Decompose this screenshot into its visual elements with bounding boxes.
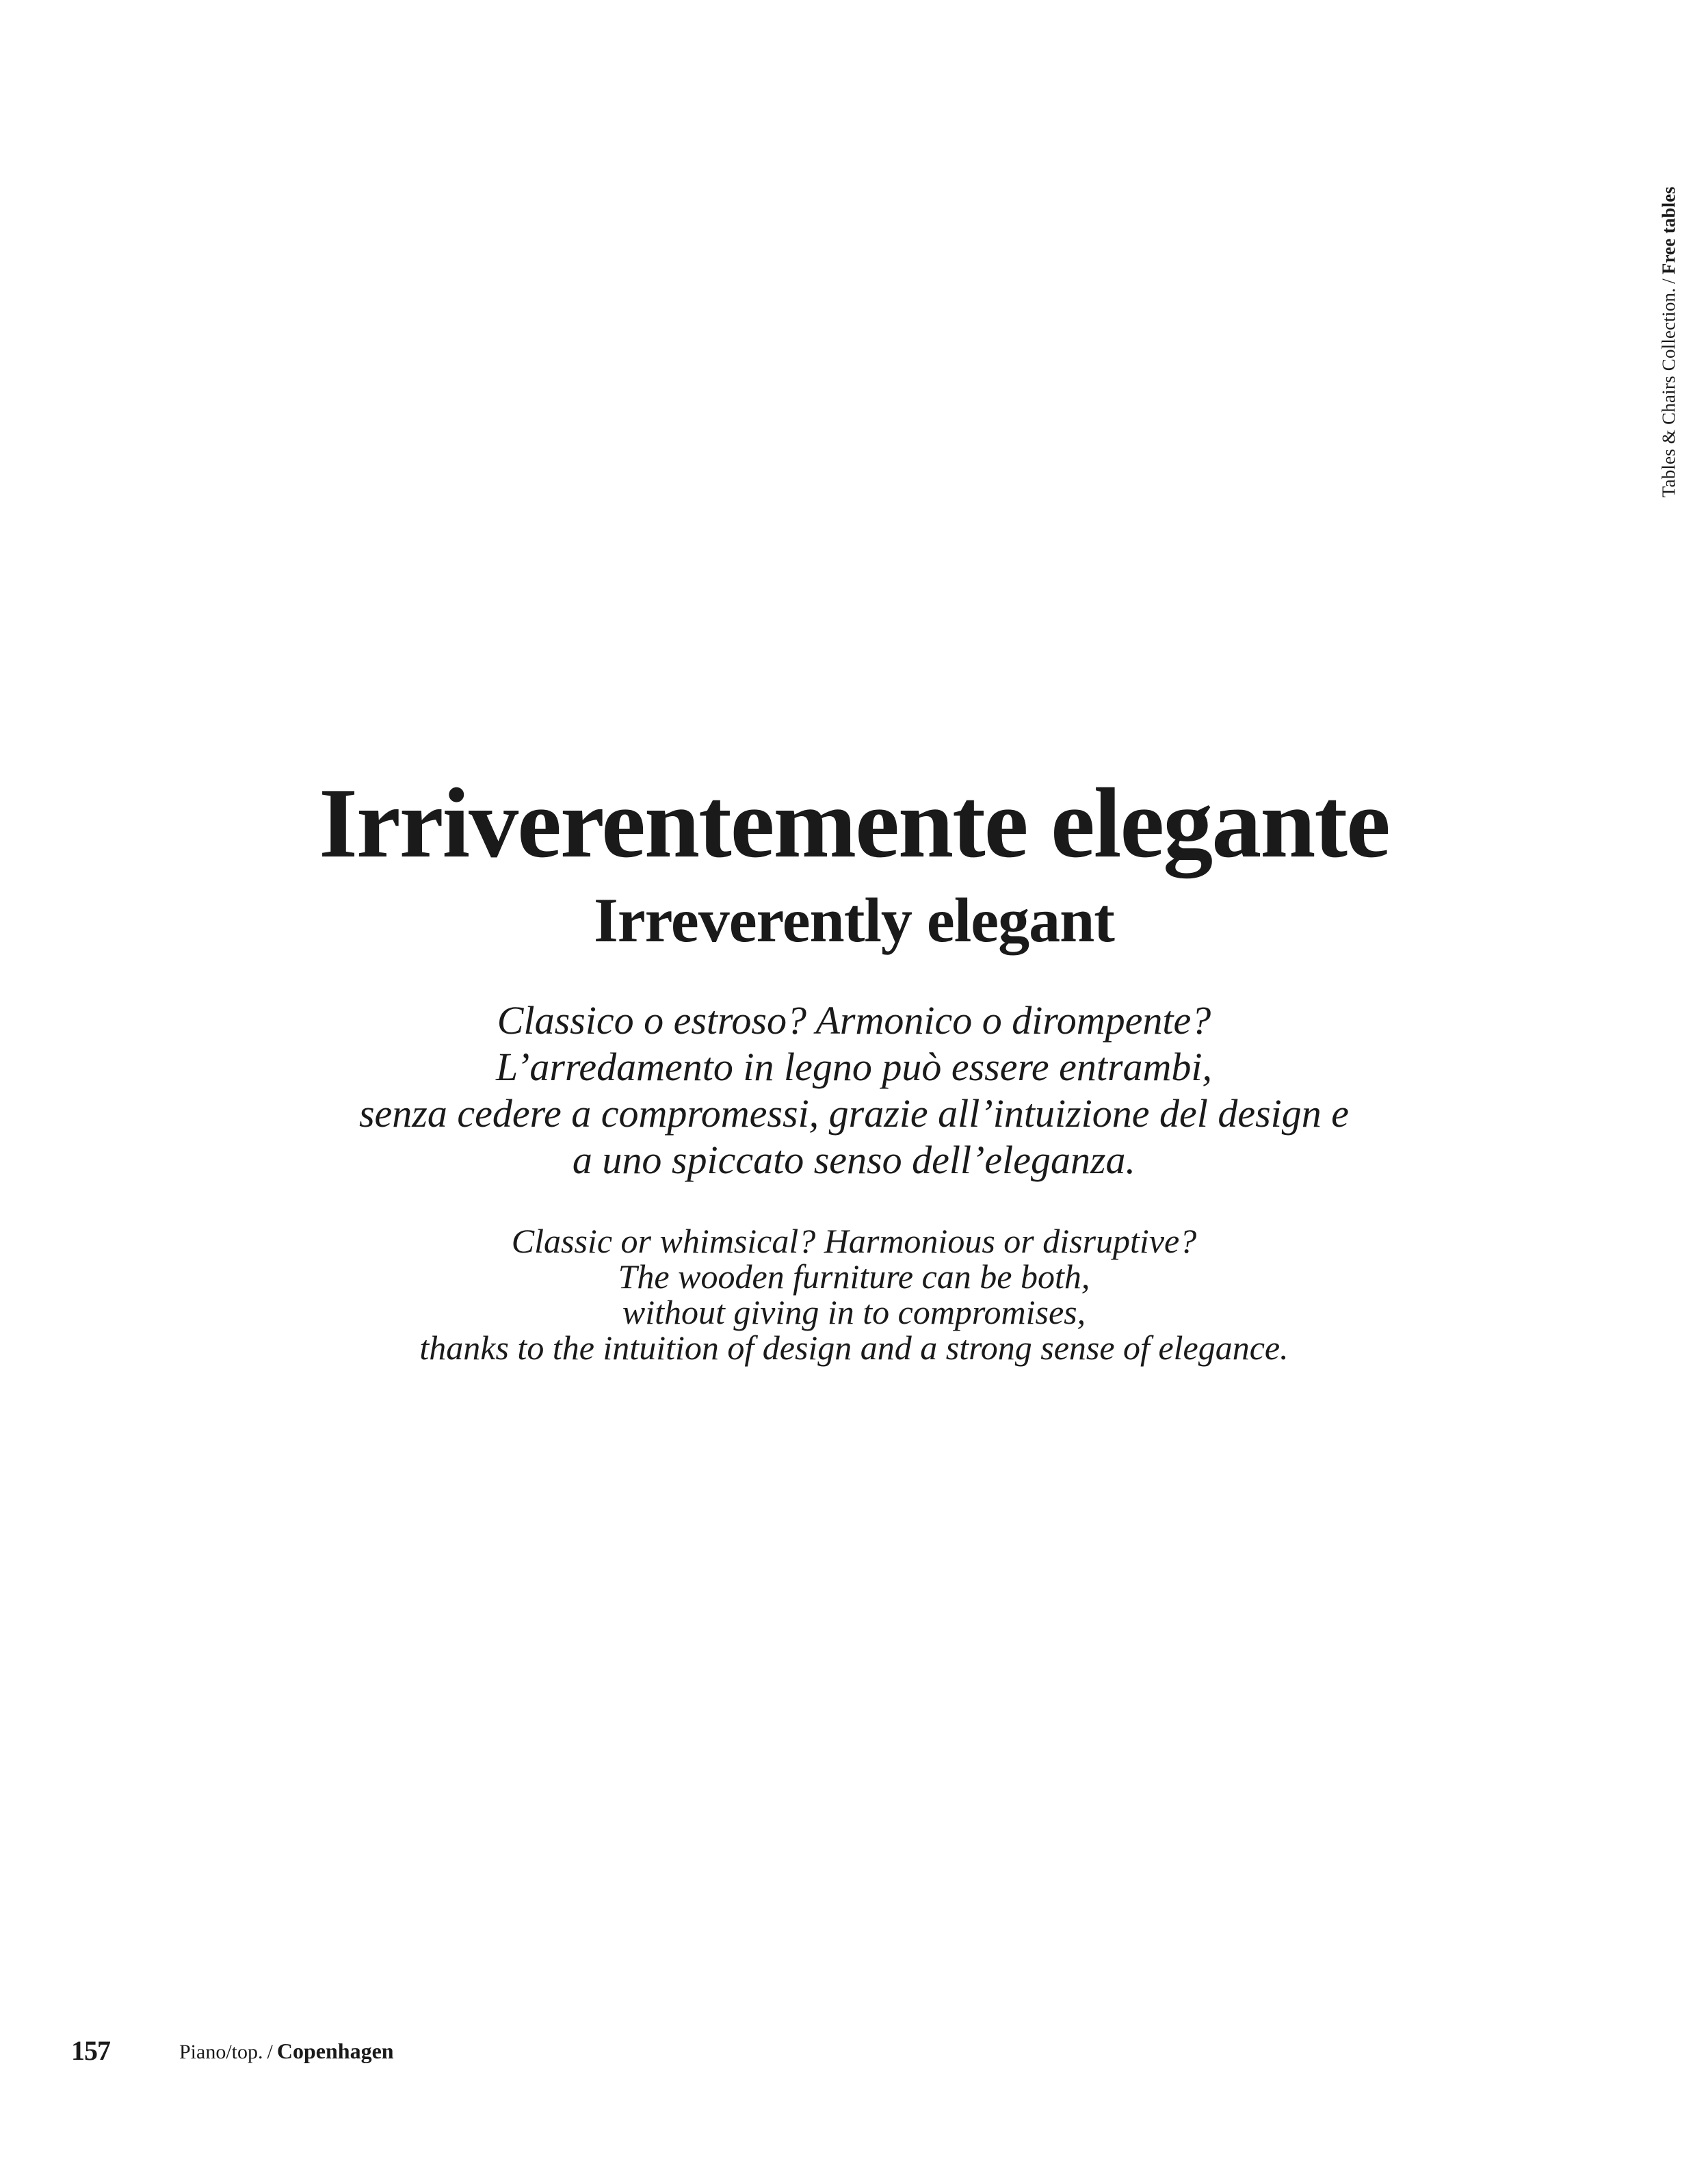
title-italian: Irriverentemente elegante: [319, 768, 1389, 878]
intro-english: [0, 1223, 1708, 1365]
header-separator: /: [1658, 278, 1679, 284]
page-footer: [0, 2030, 684, 2071]
caption-label: Piano/top.: [179, 2041, 263, 2063]
intro-italian: [0, 997, 1708, 1183]
footer-caption: [179, 2030, 394, 2073]
intro-italian-line: senza cedere a compromessi, grazie all’intuizione del design e: [358, 1091, 1350, 1136]
collection-name: Tables & Chairs Collection.: [1658, 287, 1679, 498]
intro-english-line: Classic or whimsical? Harmonious or disruptive?: [511, 1222, 1197, 1260]
intro-english-line: thanks to the intuition of design and a strong sense of elegance.: [419, 1329, 1289, 1367]
running-header: [1648, 144, 1690, 540]
product-name: Copenhagen: [276, 2039, 394, 2063]
intro-english-line: The wooden furniture can be both,: [618, 1257, 1090, 1296]
intro-english-line: without giving in to compromises,: [622, 1293, 1086, 1331]
running-header-text: [1659, 187, 1680, 498]
section-name: Free tables: [1658, 186, 1679, 275]
intro-italian-line: Classico o estroso? Armonico o dirompente?: [497, 998, 1211, 1043]
intro-italian-line: L’arredamento in legno può essere entrambi,: [495, 1045, 1213, 1089]
title-english: Irreverently elegant: [594, 885, 1114, 955]
caption-separator: /: [267, 2041, 273, 2063]
page-number: 157: [71, 2035, 110, 2066]
intro-italian-line: a uno spiccato senso dell’eleganza.: [572, 1138, 1136, 1182]
